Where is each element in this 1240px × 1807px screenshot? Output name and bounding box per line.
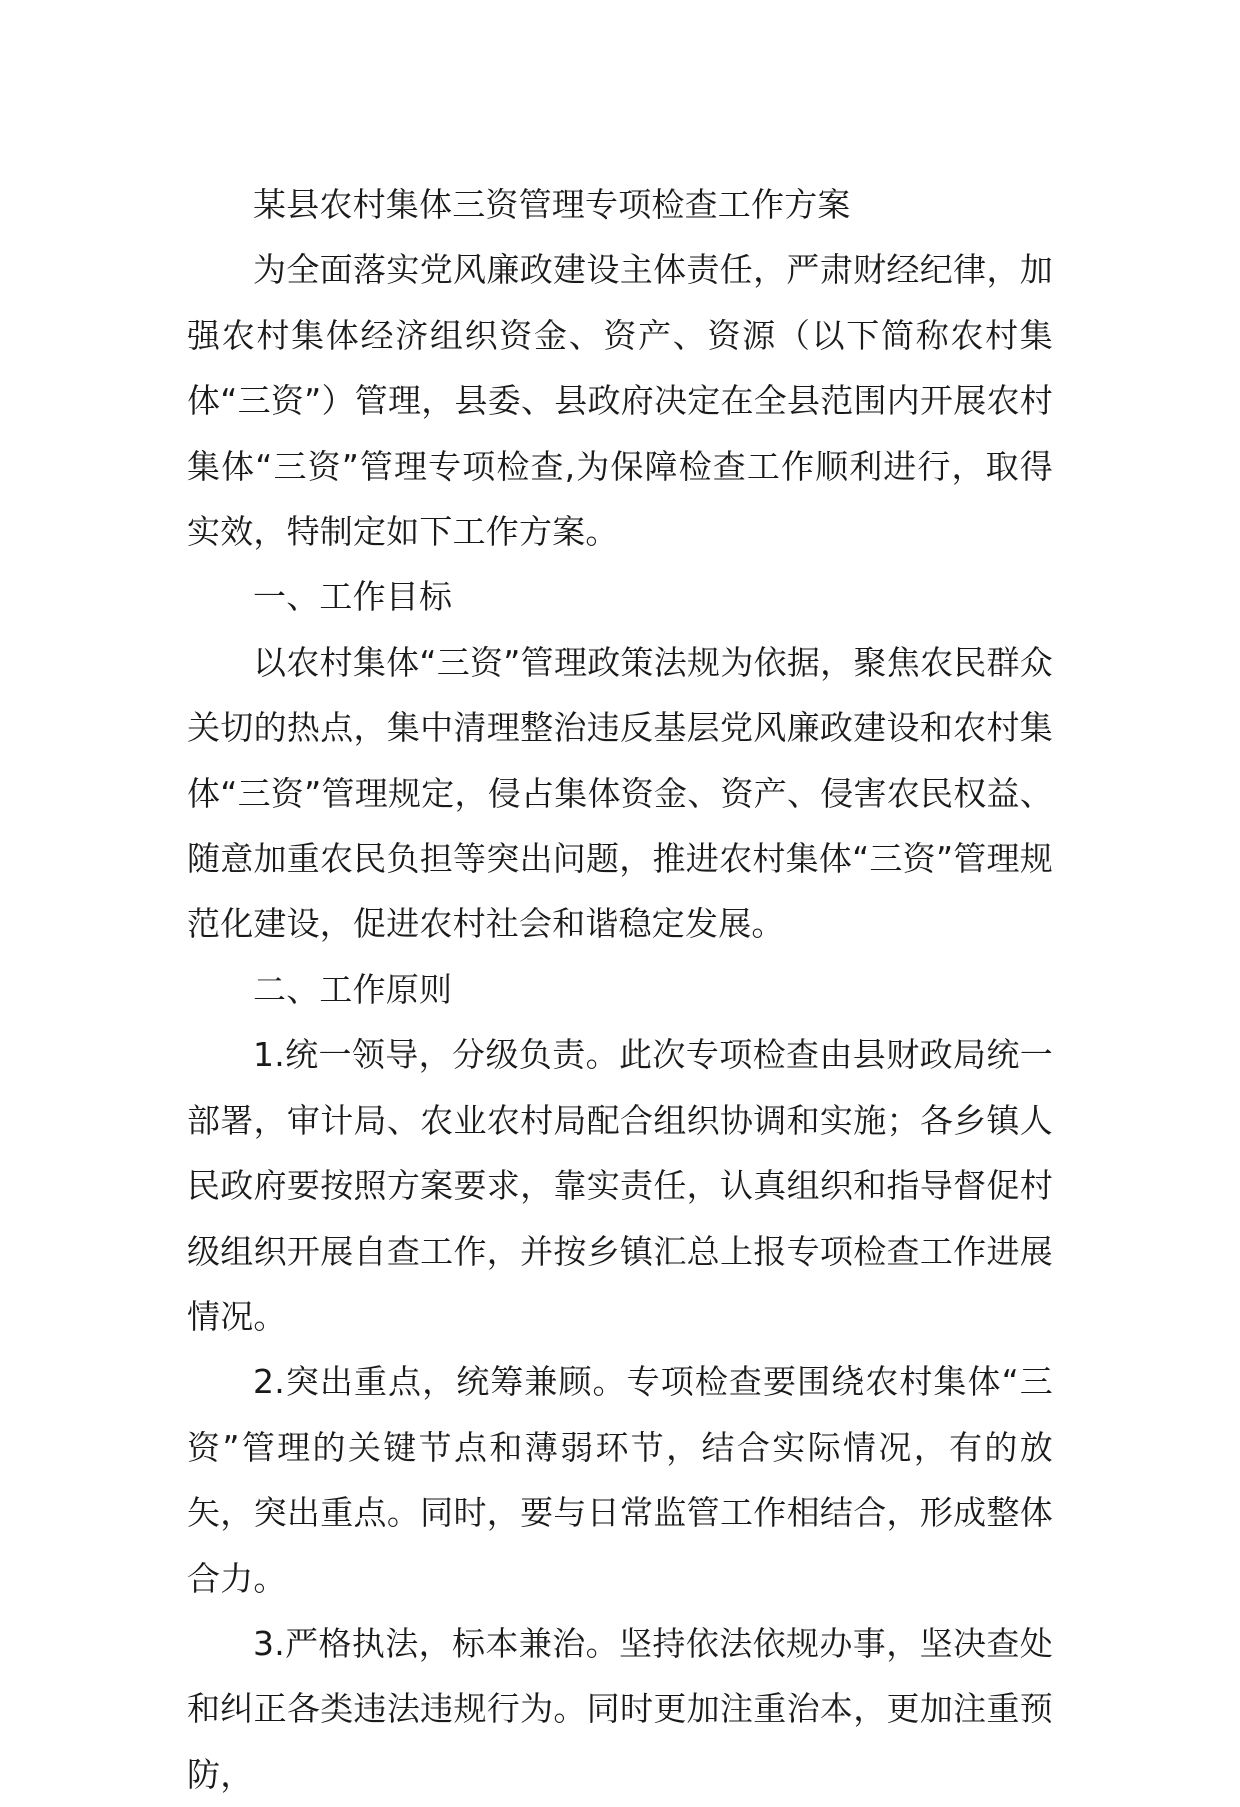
- paragraph-principle-3: 3.严格执法，标本兼治。坚持依法依规办事，坚决查处和纠正各类违法违规行为。同时更加注重治本，更加注重预防，: [187, 1623, 1053, 1794]
- paragraph-intro: 为全面落实党风廉政建设主体责任，严肃财经纪律，加强农村集体经济组织资金、资产、资源（以下简称农村集体“三资”）管理，县委、县政府决定在全县范围内开展农村集体“三资”管理专项检查,为保障检查工作顺利进行，取得实效，特制定如下工作方案。: [187, 250, 1053, 552]
- paragraph-goals: 以农村集体“三资”管理政策法规为依据，聚焦农民群众关切的热点，集中清理整治违反基层党风廉政建设和农村集体“三资”管理规定，侵占集体资金、资产、侵害农民权益、随意加重农民负担等突出问题，推进农村集体“三资”管理规范化建设，促进农村社会和谐稳定发展。: [187, 642, 1053, 944]
- document-title: 某县农村集体三资管理专项检查工作方案: [253, 185, 851, 224]
- section-heading-goals: 一、工作目标: [253, 577, 453, 617]
- paragraph-principle-1: 1.统一领导，分级负责。此次专项检查由县财政局统一部署，审计局、农业农村局配合组织协调和实施；各乡镇人民政府要按照方案要求，靠实责任，认真组织和指导督促村级组织开展自查工作，并按乡镇汇总上报专项检查工作进展情况。: [187, 1035, 1053, 1336]
- paragraph-principle-2: 2.突出重点，统筹兼顾。专项检查要围绕农村集体“三资”管理的关键节点和薄弱环节，结合实际情况，有的放矢，突出重点。同时，要与日常监管工作相结合，形成整体合力。: [187, 1362, 1053, 1598]
- section-heading-principles: 二、工作原则: [253, 969, 453, 1009]
- document-body: [187, 172, 1053, 1807]
